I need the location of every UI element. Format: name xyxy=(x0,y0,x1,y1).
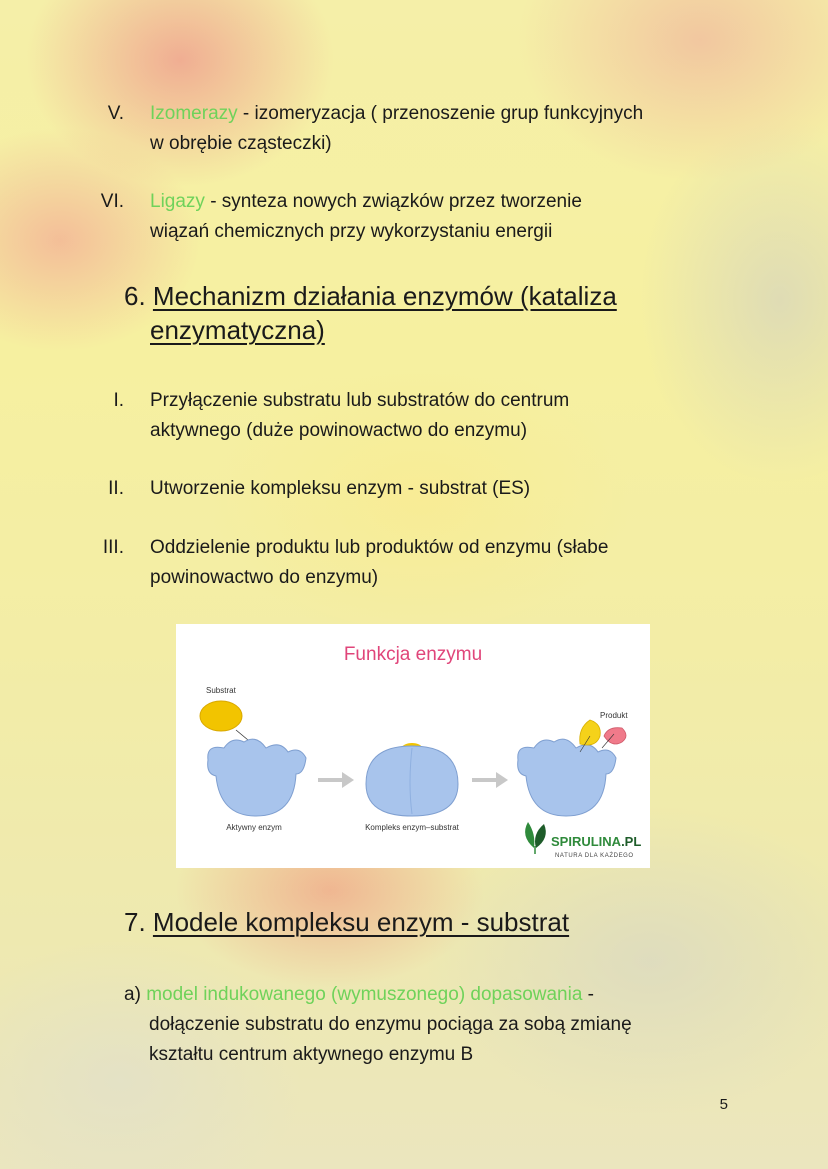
section-6-heading xyxy=(124,279,617,347)
enzyme-substrate-complex-shape xyxy=(366,743,458,816)
model-a-line3: kształtu centrum aktywnego enzymu B xyxy=(149,1044,474,1065)
substrate-ball xyxy=(200,701,242,731)
izomerazy-desc-line1: - izomeryzacja ( przenoszenie grup funkcyjnych xyxy=(237,103,644,124)
model-a-dash: - xyxy=(582,984,595,1005)
list-number-vi: VI. xyxy=(100,191,124,212)
section-6-number: 6. xyxy=(124,281,146,311)
step-number-iii: III. xyxy=(102,537,124,558)
step-item xyxy=(150,474,530,504)
label-complex: Kompleks enzym–substrat xyxy=(365,823,459,832)
section-7-number: 7. xyxy=(124,907,146,937)
ligazy-desc-line1: - synteza nowych związków przez tworzenie xyxy=(204,191,582,212)
model-a-line2: dołączenie substratu do enzymu pociąga za sobą zmianę xyxy=(149,1014,632,1035)
list-item-izomerazy xyxy=(150,99,643,159)
izomerazy-desc-line2: w obrębie cząsteczki) xyxy=(150,133,332,154)
model-a-term: model indukowanego (wymuszonego) dopasowania xyxy=(146,984,583,1005)
list-item-ligazy xyxy=(150,187,582,247)
brand-name: SPIRULINA.PL xyxy=(551,834,642,849)
step-iii-line1: Oddzielenie produktu lub produktów od enzymu (słabe xyxy=(150,537,609,558)
label-produkt: Produkt xyxy=(600,711,628,720)
enzyme-function-diagram xyxy=(176,624,650,868)
term-ligazy: Ligazy xyxy=(150,191,205,212)
model-a-label: a) xyxy=(124,984,141,1005)
term-izomerazy: Izomerazy xyxy=(150,103,238,124)
section-6-title-line1: Mechanizm działania enzymów (kataliza xyxy=(152,281,617,311)
section-6-title-line2: enzymatyczna) xyxy=(150,315,325,345)
substrate-arrow xyxy=(236,730,248,740)
product-yellow xyxy=(580,720,601,745)
model-a-item xyxy=(124,980,632,1070)
ligazy-desc-line2: wiązań chemicznych przy wykorzystaniu energii xyxy=(150,221,553,242)
step-item xyxy=(150,533,608,593)
step-item xyxy=(150,386,569,446)
brand-tagline: NATURA DLA KAŻDEGO xyxy=(555,853,634,859)
label-active-enzyme: Aktywny enzym xyxy=(226,823,282,832)
step-iii-line2: powinowactwo do enzymu) xyxy=(150,567,379,588)
arrow-right-icon xyxy=(318,772,354,788)
page-number: 5 xyxy=(719,1096,728,1113)
step-number-i: I. xyxy=(113,390,124,411)
step-i-line1: Przyłączenie substratu lub substratów do centrum xyxy=(150,390,570,411)
spirulina-logo-icon xyxy=(525,822,546,854)
label-substrat: Substrat xyxy=(206,686,236,695)
figure-title: Funkcja enzymu xyxy=(343,644,483,665)
section-7-heading xyxy=(124,905,569,939)
enzyme-after-reaction-shape xyxy=(518,739,616,816)
step-number-ii: II. xyxy=(108,478,124,499)
list-number-v: V. xyxy=(107,103,124,124)
step-ii-line1: Utworzenie kompleksu enzym - substrat (ES) xyxy=(150,478,531,499)
enzyme-function-figure xyxy=(176,624,650,868)
step-i-line2: aktywnego (duże powinowactwo do enzymu) xyxy=(150,420,528,441)
active-enzyme-shape xyxy=(208,739,306,816)
arrow-right-icon xyxy=(472,772,508,788)
section-7-title: Modele kompleksu enzym - substrat xyxy=(152,907,570,937)
